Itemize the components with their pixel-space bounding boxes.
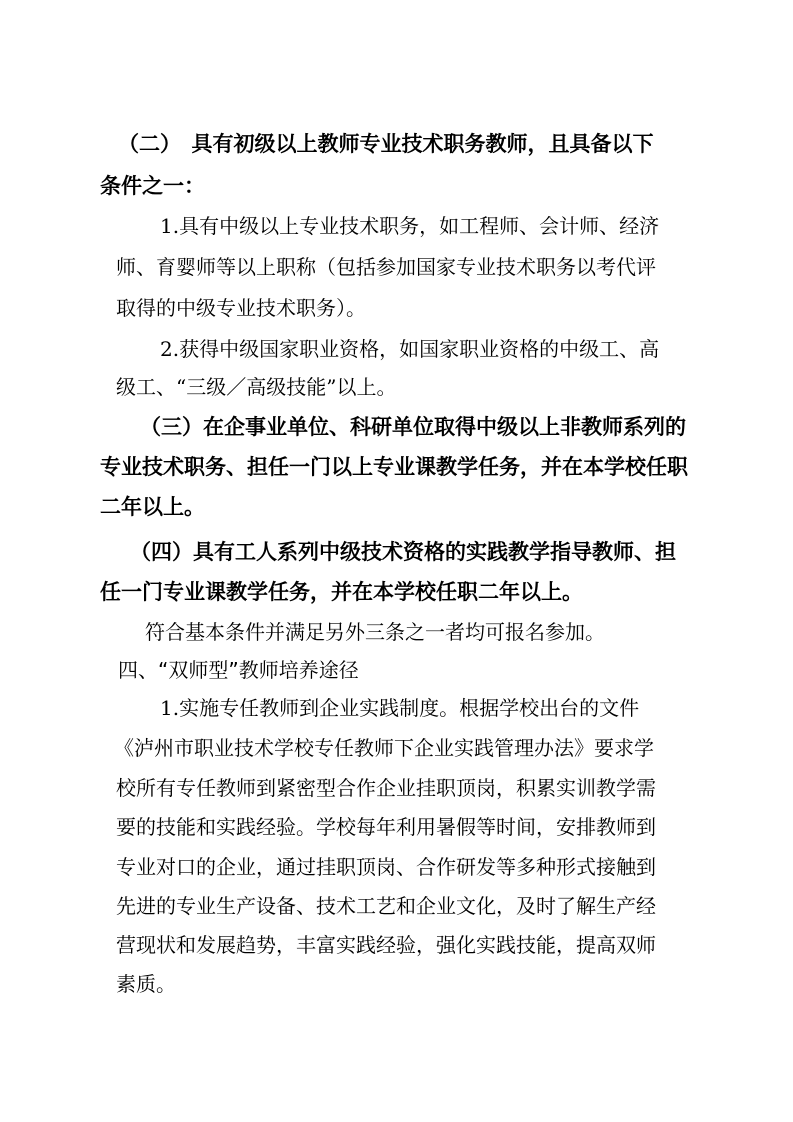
path-1-line-6: 先进的专业生产设备、技术工艺和企业文化，及时了解生产经	[116, 894, 656, 918]
condition-2-item-1-line-3: 取得的中级专业技术职务）。	[116, 296, 366, 320]
condition-4-line-2: 任一门专业课教学任务，并在本学校任职二年以上。	[100, 580, 583, 604]
eligibility-note: 符合基本条件并满足另外三条之一者均可报名参加。	[145, 620, 605, 644]
condition-2-item-2-line-2: 级工、“三级／高级技能”以上。	[116, 375, 397, 399]
section-heading-4: 四、“双师型”教师培养途径	[118, 658, 359, 682]
condition-4-line-1: （四）具有工人系列中级技术资格的实践教学指导教师、担	[130, 540, 676, 564]
condition-2-line-1: （二） 具有初级以上教师专业技术职务教师，且具备以下	[118, 132, 654, 156]
path-1-line-2: 《泸州市职业技术学校专任教师下企业实践管理办法》要求学	[114, 736, 654, 760]
path-1-line-4: 要的技能和实践经验。学校每年利用暑假等时间，安排教师到	[116, 815, 656, 839]
condition-2-item-1-line-1: 1.具有中级以上专业技术职务，如工程师、会计师、经济	[160, 214, 660, 238]
path-1-line-8: 素质。	[116, 972, 176, 996]
path-1-line-1: 1.实施专任教师到企业实践制度。根据学校出台的文件	[160, 696, 640, 720]
condition-3-line-1: （三）在企事业单位、科研单位取得中级以上非教师系列的	[140, 415, 686, 439]
condition-2-item-1-line-2: 师、育婴师等以上职称（包括参加国家专业技术职务以考代评	[116, 255, 656, 279]
path-1-line-5: 专业对口的企业，通过挂职顶岗、合作研发等多种形式接触到	[116, 855, 656, 879]
path-1-line-7: 营现状和发展趋势，丰富实践经验，强化实践技能，提高双师	[116, 933, 656, 957]
condition-2-item-2-line-1: 2.获得中级国家职业资格，如国家职业资格的中级工、高	[160, 337, 660, 361]
path-1-line-3: 校所有专任教师到紧密型合作企业挂职顶岗，积累实训教学需	[116, 776, 656, 800]
condition-2-line-2: 条件之一：	[100, 174, 205, 198]
condition-3-line-2: 专业技术职务、担任一门以上专业课教学任务，并在本学校任职	[100, 455, 688, 479]
condition-3-line-3: 二年以上。	[100, 495, 205, 519]
